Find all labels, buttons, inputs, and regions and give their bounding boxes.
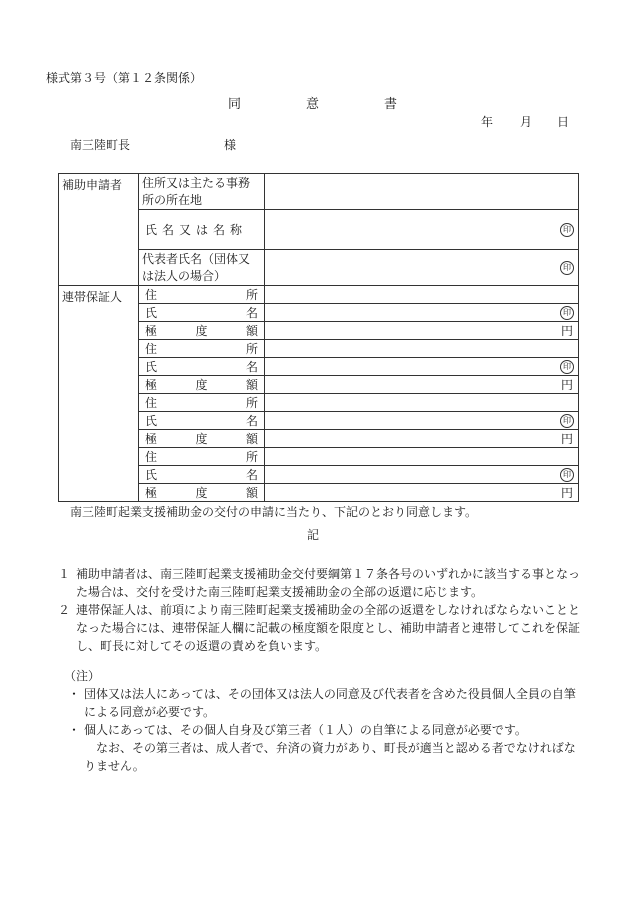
- yen-mark: 円: [560, 324, 573, 338]
- title-char-3: 書: [384, 97, 398, 112]
- date-month-label: 月: [520, 115, 533, 129]
- date-year-label: 年: [481, 115, 494, 129]
- condition-item: [58, 565, 583, 601]
- note-bullet: ・: [68, 687, 81, 701]
- addressee: 南三陸町長: [70, 138, 131, 152]
- title-char-2: 意: [306, 97, 320, 112]
- applicant-address-label: 住所又は主たる事務所の所在地: [139, 174, 265, 210]
- condition-text: 補助申請者は、南三陸町起業支援補助金交付要綱第１７条各号のいずれかに該当する事となった場合は、交付を受けた南三陸町起業支援補助金の全部の返還に応じます。: [76, 567, 581, 599]
- form-number: 様式第３号（第１２条関係）: [46, 71, 203, 85]
- guarantor-2-limit-field[interactable]: [265, 376, 579, 394]
- note-item: [68, 685, 583, 721]
- guarantor-4-name-field[interactable]: [265, 466, 579, 484]
- guarantor-3-address-field[interactable]: [265, 394, 579, 412]
- notes-heading: （注）: [64, 669, 101, 683]
- guarantor-address-label: 住 所: [139, 448, 265, 466]
- yen-mark: 円: [560, 378, 573, 392]
- seal-mark: 印: [560, 360, 574, 374]
- ki-heading: 記: [307, 528, 320, 542]
- guarantor-4-limit-field[interactable]: [265, 484, 579, 502]
- seal-mark: 印: [560, 223, 574, 237]
- guarantor-2-name-field[interactable]: [265, 358, 579, 376]
- guarantor-1-name-field[interactable]: [265, 304, 579, 322]
- guarantor-limit-label: 極 度 額: [139, 484, 265, 502]
- consent-statement: 南三陸町起業支援補助金の交付の申請に当たり、下記のとおり同意します。: [70, 505, 478, 519]
- guarantor-3-name-field[interactable]: [265, 412, 579, 430]
- guarantor-address-label: 住 所: [139, 286, 265, 304]
- condition-text: 連帯保証人は、前項により南三陸町起業支援補助金の全部の返還をしなければならないこととなった場合には、連帯保証人欄に記載の極度額を限度とし、補助申請者と連帯してこれを保証し、町長に対してその返還の責めを負います。: [76, 603, 581, 653]
- applicant-rep-field[interactable]: [265, 250, 579, 286]
- guarantor-name-label: 氏 名: [139, 412, 265, 430]
- note-bullet: ・: [68, 723, 81, 737]
- applicant-address-field[interactable]: [265, 174, 579, 210]
- date-day-label: 日: [557, 115, 570, 129]
- condition-number: １: [58, 567, 71, 581]
- condition-number: ２: [58, 603, 71, 617]
- notes-list: [68, 685, 583, 775]
- guarantor-address-label: 住 所: [139, 394, 265, 412]
- note-continuation: なお、その第三者は、成人者で、弁済の資力があり、町長が適当と認める者でなければなりません。: [84, 741, 576, 773]
- guarantor-3-limit-field[interactable]: [265, 430, 579, 448]
- seal-mark: 印: [560, 261, 574, 275]
- guarantor-name-label: 氏 名: [139, 358, 265, 376]
- applicant-name-field[interactable]: [265, 210, 579, 250]
- guarantor-1-limit-field[interactable]: [265, 322, 579, 340]
- guarantor-limit-label: 極 度 額: [139, 376, 265, 394]
- guarantor-limit-label: 極 度 額: [139, 322, 265, 340]
- applicant-name-label-text: 氏名又は名称: [145, 223, 248, 237]
- condition-item: [58, 601, 583, 655]
- seal-mark: 印: [560, 414, 574, 428]
- seal-mark: 印: [560, 468, 574, 482]
- guarantor-1-address-field[interactable]: [265, 286, 579, 304]
- applicant-name-label: [139, 210, 265, 250]
- guarantor-2-address-field[interactable]: [265, 340, 579, 358]
- seal-mark: 印: [560, 306, 574, 320]
- applicant-section-label: 補助申請者: [59, 174, 139, 286]
- guarantor-address-label: 住 所: [139, 340, 265, 358]
- note-text: 団体又は法人にあっては、その団体又は法人の同意及び代表者を含めた役員個人全員の自筆による同意が必要です。: [84, 687, 576, 719]
- title-char-1: 同: [228, 97, 242, 112]
- guarantor-section-label: 連帯保証人: [59, 286, 139, 502]
- yen-mark: 円: [560, 432, 573, 446]
- guarantor-name-label: 氏 名: [139, 304, 265, 322]
- yen-mark: 円: [560, 486, 573, 500]
- guarantor-limit-label: 極 度 額: [139, 430, 265, 448]
- conditions-list: [58, 565, 583, 655]
- addressee-suffix: 様: [224, 138, 237, 152]
- note-text: 個人にあっては、その個人自身及び第三者（１人）の自筆による同意が必要です。: [84, 723, 527, 737]
- guarantor-name-label: 氏 名: [139, 466, 265, 484]
- note-item: [68, 721, 583, 739]
- applicant-rep-label: 代表者氏名（団体又は法人の場合）: [139, 250, 265, 286]
- guarantor-4-address-field[interactable]: [265, 448, 579, 466]
- consent-form-table: [58, 173, 579, 502]
